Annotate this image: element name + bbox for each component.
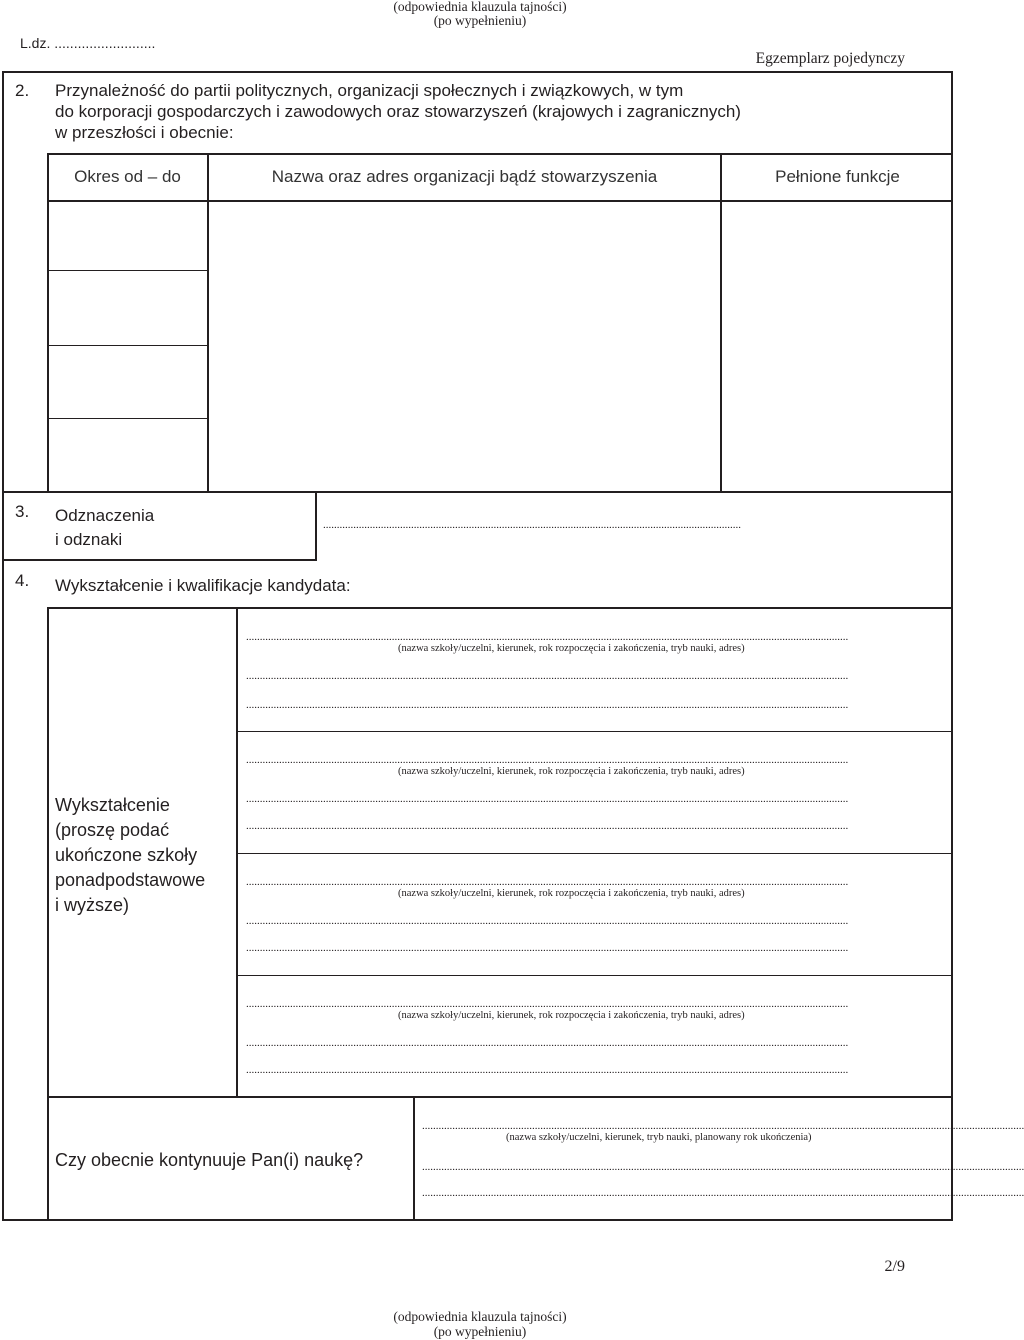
school-entry-separator bbox=[237, 853, 953, 854]
section4-label-col-divider bbox=[236, 607, 238, 1096]
table2-top-border bbox=[47, 153, 953, 155]
school-entry-3-dots[interactable]: ........................................................................................................................................................................................................................... bbox=[246, 942, 849, 954]
school-entry-1-hint: (nazwa szkoły/uczelni, kierunek, rok rozpoczęcia i zakończenia, tryb nauki, adres) bbox=[398, 643, 745, 654]
school-entry-2-dots[interactable]: ........................................................................................................................................................................................................................... bbox=[246, 793, 849, 805]
school-entry-separator bbox=[237, 731, 953, 732]
section2-title bbox=[55, 80, 741, 143]
page-number: 2/9 bbox=[884, 1258, 905, 1275]
copy-label: Egzemplarz pojedynczy bbox=[755, 50, 905, 67]
section3-dots-field[interactable]: ........................................................................................................................................................ bbox=[323, 519, 741, 531]
school-entry-2-hint: (nazwa szkoły/uczelni, kierunek, rok rozpoczęcia i zakończenia, tryb nauki, adres) bbox=[398, 766, 745, 777]
school-entry-2-dots[interactable]: ........................................................................................................................................................................................................................... bbox=[246, 820, 849, 832]
education-label-line3: ukończone szkoły bbox=[55, 845, 198, 865]
school-entry-separator bbox=[237, 975, 953, 976]
school-entry-3-dots[interactable]: ........................................................................................................................................................................................................................... bbox=[246, 876, 849, 888]
school-entry-4-dots[interactable]: ........................................................................................................................................................................................................................... bbox=[246, 1037, 849, 1049]
education-label-line5: i wyższe) bbox=[55, 895, 130, 915]
header-clause-line2: (po wypełnieniu) bbox=[433, 13, 527, 28]
school-entry-4-dots[interactable]: ........................................................................................................................................................................................................................... bbox=[246, 998, 849, 1010]
section4-number: 4. bbox=[15, 571, 30, 590]
table2-col-divider bbox=[720, 153, 722, 492]
continue-dots[interactable]: ........................................................................................................................................................................................................................... bbox=[422, 1161, 1024, 1173]
col-period-header: Okres od – do bbox=[74, 167, 181, 186]
continue-hint: (nazwa szkoły/uczelni, kierunek, tryb nauki, planowany rok ukończenia) bbox=[506, 1132, 812, 1143]
section3-label-line2: i odznaki bbox=[55, 530, 123, 549]
school-entry-2-dots[interactable]: ........................................................................................................................................................................................................................... bbox=[246, 754, 849, 766]
table2-cell-period-1[interactable] bbox=[50, 203, 205, 269]
ldz-field: L.dz. .......................... bbox=[20, 35, 156, 51]
table2-header-divider bbox=[47, 200, 953, 202]
school-entry-3-dots[interactable]: ........................................................................................................................................................................................................................... bbox=[246, 915, 849, 927]
table2-cell-name[interactable] bbox=[211, 203, 718, 490]
table2-col-divider bbox=[207, 153, 209, 492]
section4-question-divider bbox=[47, 1096, 953, 1098]
education-label-line1: Wykształcenie bbox=[55, 795, 170, 815]
section3-label bbox=[55, 504, 154, 552]
header-clause-line1: (odpowiednia klauzula tajności) bbox=[393, 0, 567, 14]
table2-cell-period-3[interactable] bbox=[50, 347, 205, 417]
continue-dots[interactable]: ........................................................................................................................................................................................................................... bbox=[422, 1187, 1024, 1199]
footer-clause-line1: (odpowiednia klauzula tajności) bbox=[393, 1309, 567, 1324]
school-entry-1-dots[interactable]: ........................................................................................................................................................................................................................... bbox=[246, 699, 849, 711]
section4-box-left bbox=[47, 607, 49, 1219]
school-entry-4-dots[interactable]: ........................................................................................................................................................................................................................... bbox=[246, 1064, 849, 1076]
section2-number: 2. bbox=[15, 81, 30, 100]
section4-title: Wykształcenie i kwalifikacje kandydata: bbox=[55, 576, 351, 595]
school-entry-4-hint: (nazwa szkoły/uczelni, kierunek, rok rozpoczęcia i zakończenia, tryb nauki, adres) bbox=[398, 1010, 745, 1021]
table2-left-border bbox=[47, 153, 49, 492]
col-name-header: Nazwa oraz adres organizacji bądź stowarzyszenia bbox=[271, 167, 658, 186]
section2-line3: w przeszłości i obecnie: bbox=[55, 123, 234, 142]
footer-clause-line2: (po wypełnieniu) bbox=[433, 1324, 527, 1339]
table2-bottom-border bbox=[2, 491, 953, 493]
header-clause bbox=[0, 0, 960, 28]
table2-row-divider bbox=[47, 270, 207, 271]
col-functions-header: Pełnione funkcje bbox=[775, 167, 900, 186]
education-label-line4: ponadpodstawowe bbox=[55, 870, 206, 890]
section3-label-line1: Odznaczenia bbox=[55, 506, 155, 525]
table2-row-divider bbox=[47, 418, 207, 419]
section3-divider bbox=[315, 492, 317, 560]
school-entry-3-hint: (nazwa szkoły/uczelni, kierunek, rok rozpoczęcia i zakończenia, tryb nauki, adres) bbox=[398, 888, 745, 899]
table2-row-divider bbox=[47, 345, 207, 346]
footer-clause bbox=[0, 1309, 960, 1339]
school-entry-1-dots[interactable]: ........................................................................................................................................................................................................................... bbox=[246, 631, 849, 643]
section2-line2: do korporacji gospodarczych i zawodowych oraz stowarzyszeń (krajowych i zagranicznych) bbox=[55, 102, 741, 121]
section4-answer-col-divider bbox=[413, 1096, 415, 1219]
section4-box-top bbox=[47, 607, 953, 609]
continue-question: Czy obecnie kontynuuje Pan(i) naukę? bbox=[55, 1150, 364, 1170]
section2-line1: Przynależność do partii politycznych, organizacji społecznych i związkowych, w tym bbox=[55, 81, 684, 100]
section3-number: 3. bbox=[15, 502, 30, 521]
continue-dots[interactable]: ........................................................................................................................................................................................................................... bbox=[422, 1120, 1024, 1132]
school-entry-1-dots[interactable]: ........................................................................................................................................................................................................................... bbox=[246, 670, 849, 682]
education-label bbox=[55, 793, 205, 918]
table2-cell-period-4[interactable] bbox=[50, 420, 205, 490]
table2-cell-period-2[interactable] bbox=[50, 272, 205, 344]
education-label-line2: (proszę podać bbox=[55, 820, 170, 840]
section3-bottom-line bbox=[2, 559, 317, 561]
table2-cell-functions[interactable] bbox=[724, 203, 951, 490]
